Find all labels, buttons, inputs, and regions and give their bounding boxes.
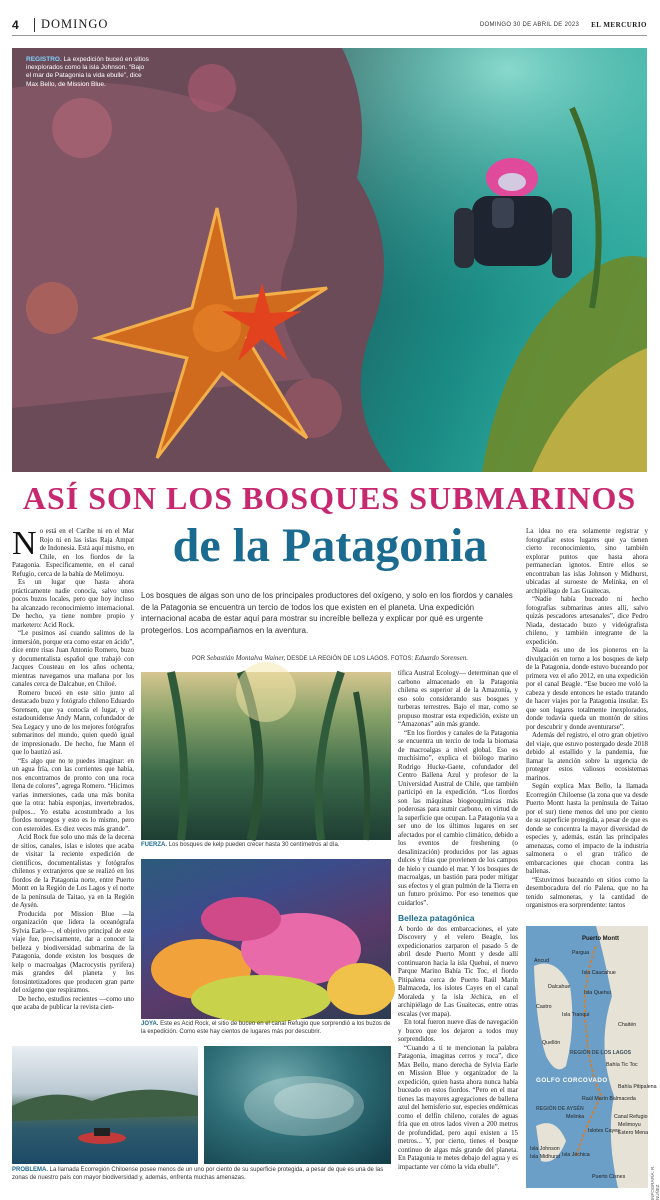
- article-lede: Los bosques de algas son uno de los principales productores del oxígeno, y solo en los fiordos y canales de la Patagonia se encuentra un tercio de todos los que existen en el planeta. Una expedición internacional acaba de estar aquí para mostrar su increíble belleza y explicar por qué es urgente protegerlos. Los acompañamos en la aventura.: [141, 591, 513, 635]
- masthead-divider: [34, 18, 35, 32]
- hero-caption-text: La expedición buceó en sitios inexplorados como la isla Johnson. “Bajo el mar de Patagonia la vida ebulle”, dice Max Bello, de Mission Blue.: [26, 56, 149, 88]
- paragraph: Es un lugar que hasta ahora prácticamente nadie conocía, salvo unos pocos buzos locales, pero que hoy incluso ha alcanzado reconocimiento internacional. De hecho, ya tiene nombre propio y marketero: Acid Rock.: [12, 579, 134, 629]
- route-map: [526, 926, 657, 1188]
- map-label: Puerto Montt: [582, 936, 619, 942]
- page-masthead: [12, 14, 647, 36]
- paragraph: tífica Austral Ecology— determinan que el carbono almacenado en la Patagonia chilena es superior al de la Amazonía, y eso solo considerando sus bosques y turberas terrestres. Bajo el mar, como se propuso mostrar esta expedición, existe un “Amazonas” aún más grande.: [398, 670, 518, 728]
- map-label: Bahía Pitipalena: [618, 1084, 657, 1090]
- byline-author: Sebastián Montalva Wainer,: [206, 654, 286, 662]
- drop-cap: N: [12, 525, 37, 562]
- map-gulf-label: GOLFO CORCOVADO: [536, 1077, 608, 1084]
- route-map-svg: [526, 926, 657, 1188]
- caption-problema: [12, 1167, 392, 1182]
- caption-text: Los bosques de kelp pueden crecer hasta 30 centímetros al día.: [167, 842, 340, 848]
- map-label: Isla Tranqui: [562, 1012, 590, 1018]
- paragraph: Romero buceó en este sitio junto al destacado buzo y fotógrafo chileno Eduardo Sorensen, que ya conocía el lugar, y el estadounidense Andy Mann, cofundador de Sea Legacy y uno de los mejores fotógrafos submarinos del mundo, quien quedó igual de impresionado. De hecho, fue Mann el que lo bautizó así.: [12, 689, 134, 756]
- paragraph: “En los fiordos y canales de la Patagonia se encuentra un tercio de toda la biomasa de macroalgas a nivel global. Eso es muchísimo”, explica el biólogo marino Rodrigo Hucke-Gaete, cofundador del Centro Ballena Azul y profesor de la Universidad Austral de Chile, que también participó en la expedición. “Los fiordos son las máquinas biogeoquímicas más poderosas para sumir carbono, en virtud de la superficie que ocupan. La Patagonia va a ser uno de los últimos lugares en ser afectados por el cambio climático, debido a los eventos de freshening (o desalinización) producidos por las aguas dulces y frías que provienen de los campos de hielo y cuando el mar. Y los bosques de macroalgas, un bastión para poder mitigar sus efectos y el gran pulmón de la Tierra en un futuro próximo. Por eso tenemos que cuidarlos”.: [398, 729, 518, 907]
- map-label: Quellón: [542, 1040, 561, 1046]
- paragraph: Según explica Max Bello, la llamada Ecorregión Chiloense (la zona que va desde Puerto Montt hasta la península de Taitao por el sur) tiene menos del uno por ciento de su superficie protegida, a pesar de que es donde se concentra la mayor diversidad de especies y, además, están las principales amenazas, como el impacto de la industria salmonera o el gran tráfico de embarcaciones que chocan contra las ballenas.: [526, 783, 648, 875]
- map-label: Estero Mena: [618, 1130, 649, 1136]
- paragraph: “Estuvimos buceando en sitios como la desembocadura del río Palena, que no ha tenido salmoneras, y la cantidad de organismos era sorprendente: tantos: [526, 876, 648, 909]
- paragraph: La idea no era solamente registrar y fotografiar estos lugares que ya tienen cierto reconocimiento, sino también explorar puntos que hasta ahora permanecían ignotos. Entre ellos se encontraban las islas Johnson y Midhurst, ubicadas al suroeste de Melinka, en el archipiélago de Las Guaitecas.: [526, 528, 648, 595]
- sponge-colony: [188, 64, 236, 112]
- hero-illustration: [12, 48, 647, 472]
- map-label: Isla Quehui: [584, 990, 611, 996]
- map-label: Melimoyu: [618, 1122, 641, 1128]
- sponge-colony: [26, 282, 78, 334]
- paragraph: A bordo de dos embarcaciones, el yate Discovery y el velero Beagle, los expedicionarios zarparon el pasado 5 de abril desde Puerto Montt y desde allí continuaron hacia la isla Quehui, el nuevo Parque Marino Bahía Tic Toc, el fiordo Pitipalena cerca de Puerto Raúl Marín Balmaceda, los islotes Cayes en el canal Moraleda y la isla Jéchica, en el archipiélago de Las Guaitecas, entre otras escalas (ver mapa).: [398, 925, 518, 1018]
- headline-line-1: ASÍ SON LOS BOSQUES SUBMARINOS: [22, 480, 637, 516]
- article-column-4: [526, 528, 648, 911]
- photo-fish-school: [204, 1046, 391, 1164]
- photo-zodiac-boat: [12, 1046, 198, 1164]
- paragraph-text: o está en el Caribe ni en el Mar Rojo ni en las islas Raja Ampat de Indonesia. Está aquí mismo, en Chile, en los fiordos de la Patagonia. Específicamente, en el canal Refugio, cerca de la bahía de Melimoyu.: [12, 528, 134, 578]
- map-region-label: REGIÓN DE LOS LAGOS: [570, 1050, 632, 1056]
- caption-kelp: [141, 842, 391, 850]
- page-date: DOMINGO 30 DE ABRIL DE 2023: [479, 21, 580, 28]
- map-label: Puerto Cisnes: [592, 1174, 626, 1180]
- byline-photographer: Eduardo Sorensen.: [414, 654, 468, 662]
- caption-text: Este es Acid Rock, el sitio de buceo en el canal Refugio que sorprendió a los buzos de la expedición. Como este hay cientos de lugares más por descubrir.: [141, 1021, 391, 1035]
- hero-caption-tag: REGISTRO.: [26, 56, 62, 63]
- byline-por: POR: [192, 656, 207, 662]
- paragraph: “Es algo que no te puedes imaginar: en un agua fría, con las corrientes que había, nos encontramos de pronto con una roca llena de colores”, agrega Romero. “Hicimos varias inmersiones, cada una más bonita que la otra: había esponjas, invertebrados, pulpos... Yo estaba acostumbrado a los fiordos noruegos y esto es lo mismo, pero con esteroides. Es diez veces más grande”.: [12, 757, 134, 833]
- map-label: Ancud: [534, 958, 550, 964]
- photo-acid-rock: [141, 859, 391, 1019]
- headline-line-2: de la Patagonia: [172, 519, 488, 572]
- byline-from: DESDE LA REGIÓN DE LOS LAGOS. FOTOS:: [285, 656, 415, 662]
- paragraph: “Nadie había buceado ni hecho fotografías submarinas antes allí, salvo quizás pescadores artesanales”, dice Pedro Niada, destacado buzo y videógrafista chileno, y también integrante de la expedición.: [526, 596, 648, 646]
- map-label: Chaitén: [618, 1022, 637, 1028]
- sponge-colony: [52, 98, 112, 158]
- acid-rock-illustration: [141, 859, 391, 1019]
- fish-school-illustration: [204, 1046, 391, 1164]
- paragraph: [12, 525, 134, 579]
- page-number: 4: [12, 17, 19, 32]
- map-label: Isla Midhurst: [530, 1154, 561, 1160]
- article-byline: [141, 654, 519, 662]
- caption-tag: PROBLEMA.: [12, 1167, 48, 1173]
- paragraph: En total fueron nueve días de navegación y buceo que los dejaron a todos muy sorprendidos.: [398, 1019, 518, 1043]
- paragraph: De hecho, estudios recientes —como uno que acaba de publicar la revista cien-: [12, 995, 134, 1011]
- caption-tag: FUERZA.: [141, 842, 167, 848]
- photo-kelp-forest: [141, 672, 391, 840]
- paragraph: Además del registro, el otro gran objetivo del viaje, que estuvo postergado desde 2018 debido al estallido y la pandemia, fue llamar la atención sobre la urgencia de proteger estos valiosos ecosistemas marinos.: [526, 732, 648, 782]
- paragraph: Producida por Mission Blue —la organización que lidera la oceanógrafa Sylvia Earle—, el objetivo principal de este viaje fue, precisamente, dar a conocer la belleza y biodiversidad submarina de la Patagonia, donde existen los bosques de kelp o macroalgas (Macrocystis pyrifera) más grandes del planeta y los fotosintetizadores que producen gran parte del oxígeno que respiramos.: [12, 910, 134, 994]
- map-label: Castro: [536, 1004, 552, 1010]
- subheading: Belleza patagónica: [398, 913, 475, 923]
- map-label: Islotes Cayes: [588, 1128, 620, 1134]
- article-column-3: [398, 670, 518, 1172]
- caption-text: La llamada Ecorregión Chiloense posee menos de un uno por ciento de su superficie protegida, a pesar de que es una de las zonas de nuestro país con mayor biodiversidad y, además, enfrenta muchas amenazas.: [12, 1167, 384, 1181]
- map-label: Raúl Marín Balmaceda: [582, 1096, 636, 1102]
- map-label: Isla Jéchica: [562, 1152, 590, 1158]
- paragraph: Niada es uno de los pioneros en la divulgación en torno a los bosques de kelp de la Patagonia, donde estuvo buceando por primera vez el año 2012, en una expedición por el canal Beagle. “Ese buceo me voló la cabeza y desde entonces he estado tratando de hacer viajes por la Patagonia insular. Es que son lugares totalmente inexplorados, donde todavía queda un montón de sitios por descubrir y donde aventurarse”.: [526, 647, 648, 731]
- boat-illustration: [12, 1046, 198, 1164]
- map-region-label: REGIÓN DE AYSÉN: [536, 1106, 584, 1112]
- map-label: Pargua: [572, 950, 590, 956]
- newspaper-name: EL MERCURIO: [591, 20, 647, 29]
- section-name: DOMINGO: [41, 17, 109, 31]
- infographic-credit: INFOGRAFÍA: R. NÚÑEZ: [650, 1165, 660, 1200]
- paragraph: “Le pusimos así cuando salimos de la inmersión, porque era como estar en ácido”, dice entre risas Juan Antonio Romero, buzo y documentalista español que trabajó con Jacques Cousteau en los años ochenta, mientras navegamos una mañana por los canales cerca de Dalcahue, en Chiloé.: [12, 630, 134, 688]
- map-label: Dalcahue: [548, 984, 571, 990]
- map-label: Canal Refugio: [614, 1114, 648, 1120]
- paragraph: “Cuando a ti te mencionan la palabra Patagonia, imaginas cerros y roca”, dice Max Bello, mano derecha de Sylvia Earle en Mission Blue y organizador de la expedición, quien hasta ahora nunca había buceado en estos fiordos. “Pero en el mar tienes las mayores agregaciones de ballena azul del hemisferio sur, especies endémicas como el delfín chileno, corales de aguas fría que en otros lados viven a 200 metros de profundidad, pero aquí existen a 15 metros... Y, por cierto, tienes el bosque continuo de algas más grande del planeta. En Patagonia te metes debajo del agua y es impactante ver cómo la vida ebulle”.: [398, 1044, 518, 1171]
- caption-acid-rock: [141, 1021, 391, 1036]
- kelp-forest-illustration: [141, 672, 391, 840]
- article-column-1: [12, 525, 134, 1013]
- map-label: Isla Johnson: [530, 1146, 560, 1152]
- map-label: Bahía Tic Toc: [606, 1062, 638, 1068]
- paragraph: Acid Rock fue solo uno más de la decena de sitios, canales, islas e islotes que acaba de visitar la reciente expedición de científicos, documentalistas y fotógrafos chilenos y extranjeros que se realizó en los fiordos de la Patagonia norte, entre Puerto Montt en la Región de Los Lagos y el norte de la península de Taitao, ya en la Región de Aysén.: [12, 834, 134, 909]
- sponge-colony: [282, 378, 342, 438]
- hero-caption: [26, 56, 150, 89]
- caption-tag: JOYA.: [141, 1021, 159, 1027]
- map-label: Isla Caucahue: [582, 970, 616, 976]
- hero-photo-starfish-diver: [12, 48, 647, 472]
- map-label: Melinka: [566, 1114, 585, 1120]
